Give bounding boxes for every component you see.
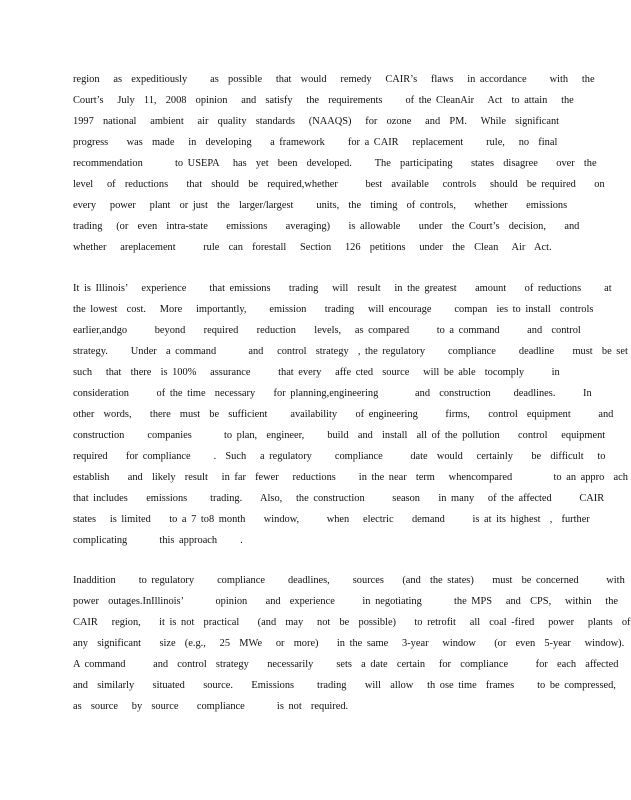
text-line: progress was made in developing a framework for a CAIR replacement rule, no final (73, 137, 558, 148)
text-line: required for compliance . Such a regulatory compliance date would certainly be difficult to (73, 451, 606, 462)
text-line: such that there is 100% assurance that every affe cted source will be able tocomply in (73, 367, 560, 378)
text-line: trading (or even intra-state emissions averaging) is allowable under the Court’s decision, and (73, 221, 580, 232)
paragraph-3 (73, 570, 631, 717)
text-line: the lowest cost. More importantly, emission trading will encourage compan ies to install controls (73, 304, 594, 315)
text-line: any significant size (e.g., 25 MWe or more) in the same 3-year window (or even 5-year window). (73, 638, 625, 649)
text-line: level of reductions that should be required,whether best available controls should be required on (73, 179, 605, 190)
text-line: whether areplacement rule can forestall Section 126 petitions under the Clean Air Act. (73, 242, 552, 253)
text-line: earlier,andgo beyond required reduction levels, as compared to a command and control (73, 325, 581, 336)
text-line: recommendation to USEPA has yet been developed. The participating states disagree over the (73, 158, 597, 169)
text-line: construction companies to plan, engineer, build and install all of the pollution control equipment (73, 430, 606, 441)
text-line: and similarly situated source. Emissions trading will allow th ose time frames to be compressed, (73, 680, 616, 691)
text-line: strategy. Under a command and control strategy , the regulatory compliance deadline must be set (73, 346, 628, 357)
text-line: that includes emissions trading. Also, the construction season in many of the affected CAIR (73, 493, 605, 504)
text-line: states is limited to a 7 to8 month window, when electric demand is at its highest , further (73, 514, 590, 525)
text-line: 1997 national ambient air quality standards (NAAQS) for ozone and PM. While significant (73, 116, 560, 127)
text-line: every power plant or just the larger/largest units, the timing of controls, whether emissions (73, 200, 568, 211)
text-line: region as expeditiously as possible that would remedy CAIR’s flaws in accordance with the (73, 74, 595, 85)
text-line: It is Illinois’ experience that emissions trading will result in the greatest amount of reductions at (73, 283, 612, 294)
text-line: establish and likely result in far fewer reductions in the near term whencompared to an appro ach (73, 472, 628, 483)
text-line: other words, there must be sufficient availability of engineering firms, control equipment and (73, 409, 614, 420)
text-line: Inaddition to regulatory compliance deadlines, sources (and the states) must be concerned with (73, 575, 625, 586)
paragraph-2 (73, 278, 628, 551)
text-line: as source by source compliance is not required. (73, 701, 349, 712)
text-line: complicating this approach . (73, 535, 243, 546)
paragraph-1 (73, 69, 605, 258)
text-line: CAIR region, it is not practical (and may not be possible) to retrofit all coal -fired power plants of (73, 617, 631, 628)
text-line: Court’s July 11, 2008 opinion and satisfy the requirements of the CleanAir Act to attain the (73, 95, 574, 106)
text-line: power outages.InIllinois’ opinion and experience in negotiating the MPS and CPS, within the (73, 596, 618, 607)
text-line: A command and control strategy necessarily sets a date certain for compliance for each affected (73, 659, 619, 670)
text-line: consideration of the time necessary for planning,engineering and construction deadlines. In (73, 388, 592, 399)
